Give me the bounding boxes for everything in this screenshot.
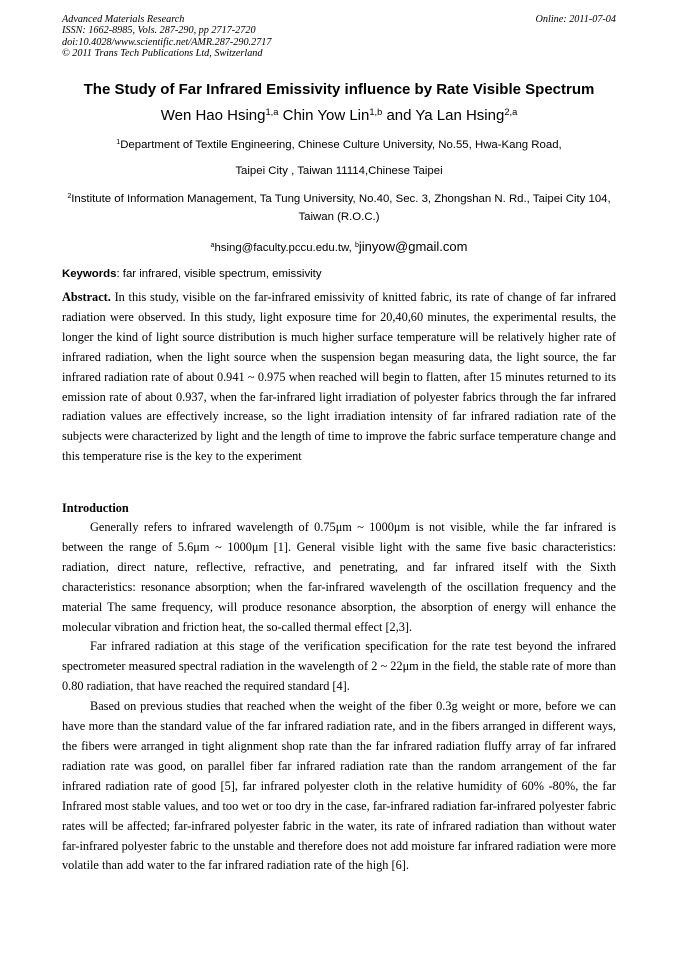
author-emails	[62, 239, 616, 256]
email-b: jinyow@gmail.com	[358, 239, 468, 254]
journal-doi: doi:10.4028/www.scientific.net/AMR.287-290.2717	[62, 36, 272, 48]
author-list	[40, 106, 638, 125]
journal-copyright: © 2011 Trans Tech Publications Ltd, Switzerland	[62, 48, 263, 60]
keywords-text: : far infrared, visible spectrum, emissivity	[116, 268, 322, 280]
author-name: Wen Hao Hsing	[160, 107, 266, 124]
author-affiliation-mark: 2,a	[504, 106, 518, 117]
author-affiliation-mark: 1,b	[369, 106, 383, 117]
keywords-label: Keywords	[62, 268, 117, 280]
author-affiliation-mark: 1,a	[265, 106, 279, 117]
paper-title: The Study of Far Infrared Emissivity influence by Rate Visible Spectrum	[83, 81, 595, 98]
email-mark: b	[354, 242, 359, 250]
journal-name: Advanced Materials Research	[62, 14, 185, 25]
affiliation-1-line-2: Taipei City , Taiwan 11114,Chinese Taipei	[235, 165, 443, 177]
journal-header	[62, 14, 462, 60]
affiliation-mark: 1	[116, 139, 121, 147]
affiliation-text: Institute of Information Management, Ta Tung University, No.40, Sec. 3, Zhongshan N. Rd., Taipei City 104, Taiwan (R.O.C.)	[71, 193, 611, 223]
journal-issn: ISSN: 1662-8985, Vols. 287-290, pp 2717-2720	[62, 25, 256, 37]
affiliation-1-line-1	[62, 138, 616, 152]
abstract	[62, 288, 616, 467]
affiliation-text: Department of Textile Engineering, Chinese Culture University, No.55, Hwa-Kang Road,	[120, 139, 562, 151]
abstract-label: Abstract.	[62, 290, 111, 304]
paragraph: Based on previous studies that reached when the weight of the fiber 0.3g weight or more, before we can have more than the standard value of the far infrared radiation rate, and in the fibers arranged in different ways, the fibers were arranged in tight alignment shop rate than the far infrared radiation fluffy array of far infrared radiation rate was good, on parallel fiber far infrared radiation rate than the random arrangement of the far infrared radiation rate of good [5], far infrared polyester cloth in the relative humidity of 60% -80%, the far Infrared most stable values, and too wet or too dry in the case, far-infrared radiation far-infrared polyester fabric rates will be affected; far-infrared polyester fabric in the water, its rate of infrared radiation than without water far-infrared polyester fabric to the unstable and therefore does not add moisture far infrared radiation were more volatile than add water to the far infrared radiation rate of the high [6].	[62, 699, 616, 873]
abstract-text: In this study, visible on the far-infrared emissivity of knitted fabric, its rate of change of far infrared radiation were observed. In this study, light exposure time for 20,40,60 minutes, the experimental results, the longer the kind of light source distribution is much higher surface temperature will be relatively higher rate of infrared radiation, when the light source when the suspension began measuring data, the light source, the far infrared radiation rate of about 0.941 ~ 0.975 when reached will begin to flatten, after 15 minutes returned to its emission rate of about 0.937, when the far-infrared light irradiation of polyester fabrics through the far infrared radiation values are effectively increase, so the light irradiation intensity of far infrared radiation rate of the subjects were characterized by light and the length of time to improve the fabric surface temperature change and this temperature rise is the key to the experiment	[62, 290, 616, 464]
email-mark: a	[210, 242, 215, 250]
paragraph: Far infrared radiation at this stage of the verification specification for the rate test beyond the infrared spectrometer measured spectral radiation in the wavelength of 2 ~ 22μm in the field, the stable rate of more than 0.80 radiation, that have reached the required standard [4].	[62, 639, 616, 694]
section-heading-introduction: Introduction	[62, 501, 129, 515]
author-name: Chin Yow Lin	[282, 107, 370, 124]
online-date: Online: 2011-07-04	[535, 14, 616, 25]
keywords	[62, 267, 616, 281]
introduction-body	[62, 518, 616, 876]
affiliation-2	[62, 191, 616, 226]
author-conjunction: and	[382, 107, 416, 124]
affiliation-mark: 2	[67, 193, 72, 201]
author-name: Ya Lan Hsing	[415, 107, 505, 124]
paragraph: Generally refers to infrared wavelength of 0.75μm ~ 1000μm is not visible, while the far infrared is between the range of 5.6μm ~ 1000μm [1]. General visible light with the same five basic characteristics: radiation, direct nature, reflective, refractive, and penetrating, and far infrared itself with the Sixth characteristics: resonance absorption; when the far-infrared wavelength of the oscillation frequency and the material The same frequency, will produce resonance absorption, the absorption of energy will enhance the molecular vibration and friction heat, the so-called thermal effect [2,3].	[62, 520, 616, 634]
email-a: hsing@faculty.pccu.edu.tw,	[214, 242, 355, 254]
